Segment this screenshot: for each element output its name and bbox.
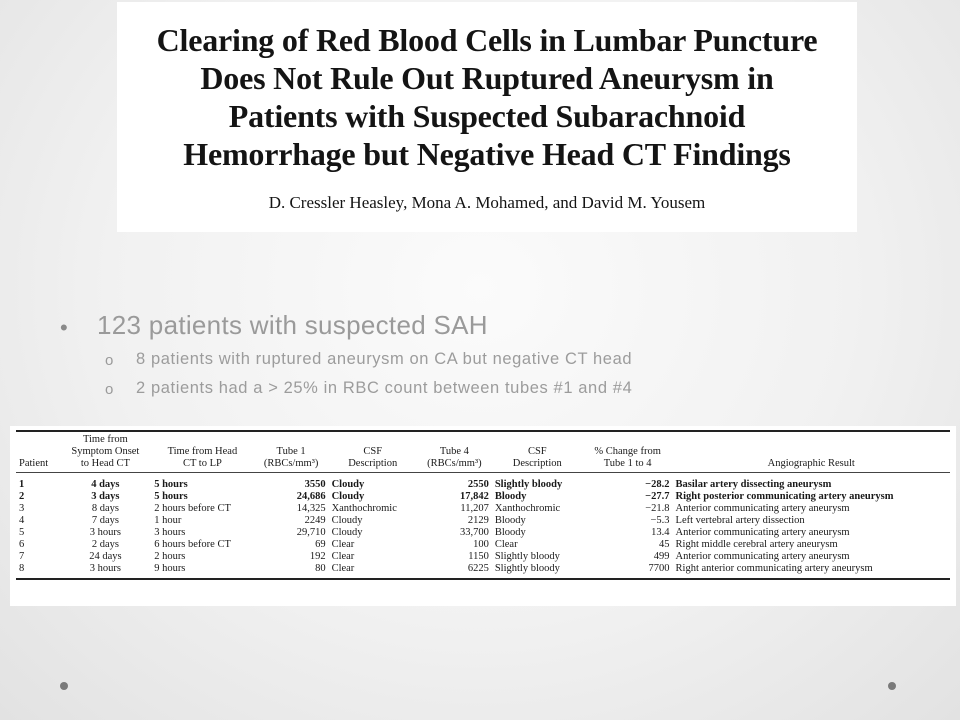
cell-csf1: Clear — [331, 551, 355, 562]
sub-bullet-icon: o — [105, 352, 114, 369]
header-patient: Patient — [16, 431, 60, 473]
cell-csf4: Slightly bloody — [494, 563, 560, 574]
cell-patient: 3 — [19, 503, 25, 514]
cell-patient: 2 — [19, 491, 25, 502]
cell-head-ct: 5 hours — [154, 491, 188, 502]
cell-tube4: 2129 — [467, 515, 489, 526]
header-result: Angiographic Result — [673, 431, 950, 473]
cell-result: Basilar artery dissecting aneurysm — [675, 479, 832, 490]
cell-onset: 2 days — [91, 539, 119, 550]
cell-csf4: Slightly bloody — [494, 551, 560, 562]
cell-csf1: Cloudy — [331, 491, 365, 502]
cell-tube4: 100 — [473, 539, 489, 550]
cell-tube4: 2550 — [467, 479, 489, 490]
sub-bullet-item — [60, 350, 940, 379]
sub-bullet-icon: o — [105, 381, 114, 398]
header-csf1: CSF Description — [329, 431, 417, 473]
header-tube4: Tube 4 (RBCs/mm³) — [417, 431, 492, 473]
cell-onset: 3 hours — [89, 527, 121, 538]
cell-head-ct: 2 hours before CT — [154, 503, 231, 514]
cell-onset: 4 days — [91, 479, 120, 490]
bullet-list — [60, 310, 940, 408]
cell-csf4: Bloody — [494, 491, 527, 502]
cell-change: 45 — [659, 539, 670, 550]
cell-head-ct: 6 hours before CT — [154, 539, 231, 550]
cell-result: Anterior communicating artery aneurysm — [675, 503, 850, 514]
table-header-row — [16, 431, 950, 473]
cell-onset: 8 days — [91, 503, 119, 514]
cell-csf1: Clear — [331, 563, 355, 574]
title-line: Patients with Suspected Subarachnoid — [228, 98, 746, 134]
cell-csf4: Bloody — [494, 527, 526, 538]
cell-csf4: Bloody — [494, 515, 526, 526]
table-row — [16, 539, 950, 551]
cell-tube1: 2249 — [304, 515, 326, 526]
cell-patient: 5 — [19, 527, 25, 538]
cell-result: Anterior communicating artery aneurysm — [675, 551, 850, 562]
results-table-image — [10, 426, 956, 606]
cell-patient: 8 — [19, 563, 25, 574]
cell-csf1: Cloudy — [331, 515, 363, 526]
title-line: Hemorrhage but Negative Head CT Findings — [183, 136, 791, 172]
cell-onset: 24 days — [89, 551, 122, 562]
cell-csf1: Xanthochromic — [331, 503, 397, 514]
cell-head-ct: 1 hour — [154, 515, 182, 526]
article-title — [117, 2, 857, 173]
cell-result: Right anterior communicating artery aneurysm — [675, 563, 873, 574]
bullet-icon: • — [60, 315, 68, 340]
header-change: % Change from Tube 1 to 4 — [583, 431, 673, 473]
cell-csf4: Xanthochromic — [494, 503, 561, 514]
results-table — [16, 430, 950, 580]
next-slide-dot[interactable] — [888, 682, 896, 690]
cell-result: Anterior communicating artery aneurysm — [675, 527, 850, 538]
article-authors: D. Cressler Heasley, Mona A. Mohamed, and David M. Yousem — [268, 193, 706, 212]
cell-change: −28.2 — [645, 479, 670, 490]
cell-patient: 6 — [19, 539, 25, 550]
table-row — [16, 527, 950, 539]
bullet-text: 123 patients with suspected SAH — [97, 310, 488, 340]
cell-change: −21.8 — [645, 503, 670, 514]
table-row — [16, 551, 950, 563]
header-csf4: CSF Description — [492, 431, 583, 473]
cell-onset: 7 days — [91, 515, 119, 526]
article-title-image — [117, 2, 857, 232]
cell-patient: 1 — [19, 479, 25, 490]
bullet-item-main — [60, 310, 940, 350]
cell-tube1: 192 — [309, 551, 326, 562]
cell-tube1: 29,710 — [296, 527, 326, 538]
cell-head-ct: 5 hours — [154, 479, 188, 490]
cell-result: Right posterior communicating artery aneurysm — [675, 491, 894, 502]
cell-tube1: 80 — [315, 563, 326, 574]
cell-tube1: 14,325 — [296, 503, 326, 514]
sub-bullet-item — [60, 379, 940, 408]
cell-head-ct: 3 hours — [154, 527, 186, 538]
cell-tube4: 1150 — [468, 551, 489, 562]
cell-change: −5.3 — [650, 515, 670, 526]
cell-csf4: Slightly bloody — [494, 479, 563, 490]
cell-change: −27.7 — [645, 491, 670, 502]
table-row — [16, 473, 950, 492]
title-line: Does Not Rule Out Ruptured Aneurysm in — [200, 60, 774, 96]
cell-result: Right middle cerebral artery aneurysm — [675, 539, 838, 550]
cell-onset: 3 hours — [89, 563, 121, 574]
sub-bullet-text: 2 patients had a > 25% in RBC count between tubes #1 and #4 — [136, 379, 633, 397]
previous-slide-dot[interactable] — [60, 682, 68, 690]
cell-tube1: 69 — [315, 539, 326, 550]
table-row — [16, 491, 950, 503]
cell-change: 7700 — [648, 563, 670, 574]
sub-bullet-text: 8 patients with ruptured aneurysm on CA but negative CT head — [136, 350, 633, 368]
cell-tube4: 11,207 — [460, 503, 489, 514]
header-head-ct: Time from Head CT to LP — [151, 431, 253, 473]
cell-tube4: 33,700 — [459, 527, 489, 538]
cell-tube4: 6225 — [467, 563, 489, 574]
table-row — [16, 515, 950, 527]
cell-change: 499 — [653, 551, 670, 562]
cell-csf1: Clear — [331, 539, 355, 550]
cell-csf1: Cloudy — [331, 527, 363, 538]
cell-head-ct: 9 hours — [154, 563, 186, 574]
table-row — [16, 503, 950, 515]
cell-csf4: Clear — [494, 539, 518, 550]
cell-change: 13.4 — [651, 527, 670, 538]
cell-result: Left vertebral artery dissection — [675, 515, 805, 526]
cell-onset: 3 days — [91, 491, 120, 502]
header-tube1: Tube 1 (RBCs/mm³) — [254, 431, 329, 473]
header-onset: Time from Symptom Onset to Head CT — [60, 431, 152, 473]
cell-tube1: 24,686 — [296, 491, 326, 502]
table-row — [16, 563, 950, 579]
cell-csf1: Cloudy — [331, 479, 365, 490]
cell-patient: 7 — [19, 551, 25, 562]
cell-patient: 4 — [19, 515, 25, 526]
cell-tube4: 17,842 — [459, 491, 489, 502]
cell-head-ct: 2 hours — [154, 551, 186, 562]
cell-tube1: 3550 — [304, 479, 326, 490]
title-line: Clearing of Red Blood Cells in Lumbar Puncture — [156, 22, 818, 58]
